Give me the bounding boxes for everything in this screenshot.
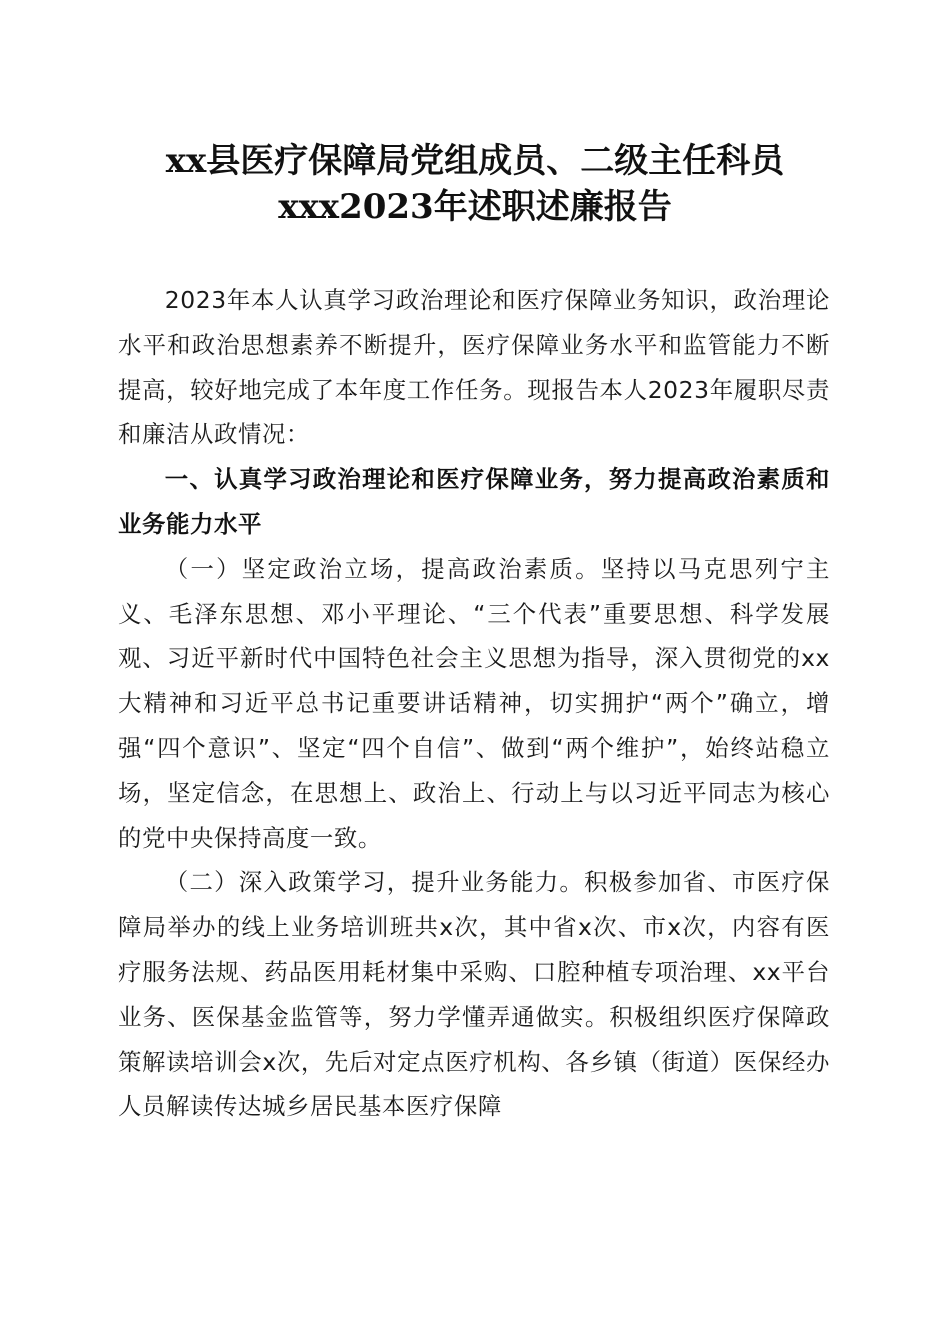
paragraph-2: （二）深入政策学习，提升业务能力。积极参加省、市医疗保障局举办的线上业务培训班共x次，其中省x次、市x次，内容有医疗服务法规、药品医用耗材集中采购、口腔种植专项治理、xx平台业务、医保基金监管等，努力学懂弄通做实。积极组织医疗保障政策解读培训会x次，先后对定点医疗机构、各乡镇（街道）医保经办人员解读传达城乡居民基本医疗保障 xyxy=(118,868,830,1121)
document-body xyxy=(118,278,830,1129)
document-title-line1: xx县医疗保障局党组成员、二级主任科员 xyxy=(165,141,785,181)
intro-paragraph: 2023年本人认真学习政治理论和医疗保障业务知识，政治理论水平和政治思想素养不断提升，医疗保障业务水平和监管能力不断提高，较好地完成了本年度工作任务。现报告本人2023年履职尽责和廉洁从政情况： xyxy=(118,286,830,449)
section1-heading: 一、认真学习政治理论和医疗保障业务，努力提高政治素质和业务能力水平 xyxy=(118,465,830,538)
paragraph-1: （一）坚定政治立场，提高政治素质。坚持以马克思列宁主义、毛泽东思想、邓小平理论、“三个代表”重要思想、科学发展观、习近平新时代中国特色社会主义思想为指导，深入贯彻党的xx大精神和习近平总书记重要讲话精神，切实拥护“两个”确立，增强“四个意识”、坚定“四个自信”、做到“两个维护”，始终站稳立场，坚定信念，在思想上、政治上、行动上与以习近平同志为核心的党中央保持高度一致。 xyxy=(118,554,830,852)
document-title-line2: xxx2023年述职述廉报告 xyxy=(278,187,672,227)
